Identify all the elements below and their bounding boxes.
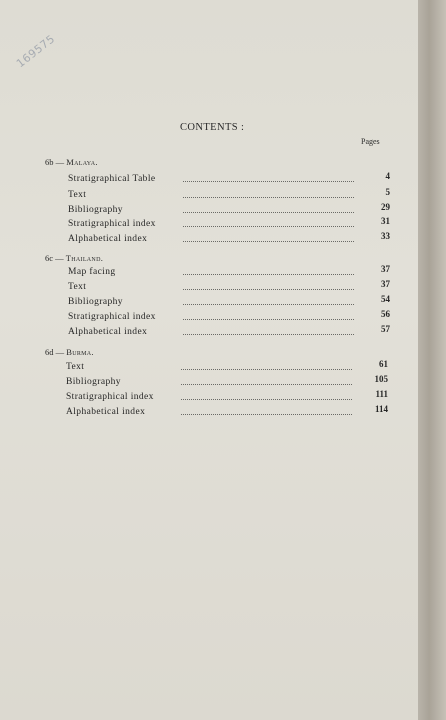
leader-dots [183, 274, 354, 275]
toc-entry[interactable] [68, 309, 390, 324]
leader-dots [181, 369, 352, 370]
entry-page: 29 [381, 202, 390, 212]
section-name: Thailand. [65, 253, 104, 263]
leader-dots [183, 334, 354, 335]
leader-dots [183, 181, 354, 182]
toc-entry[interactable] [68, 216, 390, 231]
entry-label: Stratigraphical index [66, 392, 154, 402]
entry-label: Alphabetical index [66, 407, 146, 417]
entry-page: 105 [374, 374, 388, 384]
entry-page: 37 [381, 279, 390, 289]
section-heading-burma [45, 347, 94, 357]
toc-entry[interactable] [66, 374, 388, 389]
toc-entry[interactable] [68, 324, 390, 339]
section-name: Burma. [66, 347, 94, 357]
entry-label: Bibliography [68, 297, 123, 307]
entry-page: 56 [381, 309, 390, 319]
contents-title: CONTENTS : [180, 122, 245, 133]
section-heading-malaya [45, 157, 98, 167]
section-name: Malaya. [66, 157, 98, 167]
toc-entry[interactable] [68, 264, 390, 279]
toc-entry[interactable] [68, 171, 390, 186]
section-code: 6c — [45, 253, 64, 263]
entry-page: 57 [381, 324, 390, 334]
entry-label: Alphabetical index [68, 327, 148, 337]
leader-dots [183, 304, 354, 305]
toc-entry[interactable] [66, 404, 388, 419]
entry-label: Stratigraphical index [68, 312, 156, 322]
leader-dots [183, 226, 354, 227]
entry-label: Alphabetical index [68, 234, 148, 244]
entry-label: Text [68, 190, 87, 200]
toc-entry[interactable] [68, 187, 390, 202]
section-code: 6b — [45, 157, 65, 167]
leader-dots [183, 289, 354, 290]
entry-page: 61 [379, 359, 388, 369]
section-code: 6d — [45, 347, 65, 357]
entry-label: Text [68, 282, 87, 292]
entry-page: 114 [374, 404, 388, 414]
leader-dots [181, 414, 352, 415]
entry-label: Text [66, 362, 85, 372]
entry-page: 37 [381, 264, 390, 274]
page-edge-shadow [418, 0, 446, 720]
entry-page: 4 [385, 171, 390, 181]
entry-label: Stratigraphical Table [68, 174, 156, 184]
leader-dots [183, 241, 354, 242]
toc-entry[interactable] [68, 279, 390, 294]
leader-dots [183, 212, 354, 213]
leader-dots [181, 399, 352, 400]
toc-entry[interactable] [68, 231, 390, 246]
entry-page: 5 [385, 187, 390, 197]
toc-entry[interactable] [66, 389, 388, 404]
entry-label: Bibliography [66, 377, 121, 387]
toc-entry[interactable] [68, 294, 390, 309]
entry-page: 111 [375, 389, 388, 399]
pages-column-header: Pages [361, 137, 380, 146]
pencil-annotation: 169575 [14, 32, 58, 71]
entry-label: Stratigraphical index [68, 219, 156, 229]
entry-label: Bibliography [68, 205, 123, 215]
entry-page: 54 [381, 294, 390, 304]
section-heading-thailand [45, 253, 103, 263]
leader-dots [183, 319, 354, 320]
toc-entry[interactable] [66, 359, 388, 374]
entry-page: 31 [381, 216, 390, 226]
leader-dots [183, 197, 354, 198]
entry-page: 33 [381, 231, 390, 241]
leader-dots [181, 384, 352, 385]
entry-label: Map facing [68, 267, 116, 277]
toc-entry[interactable] [68, 202, 390, 217]
